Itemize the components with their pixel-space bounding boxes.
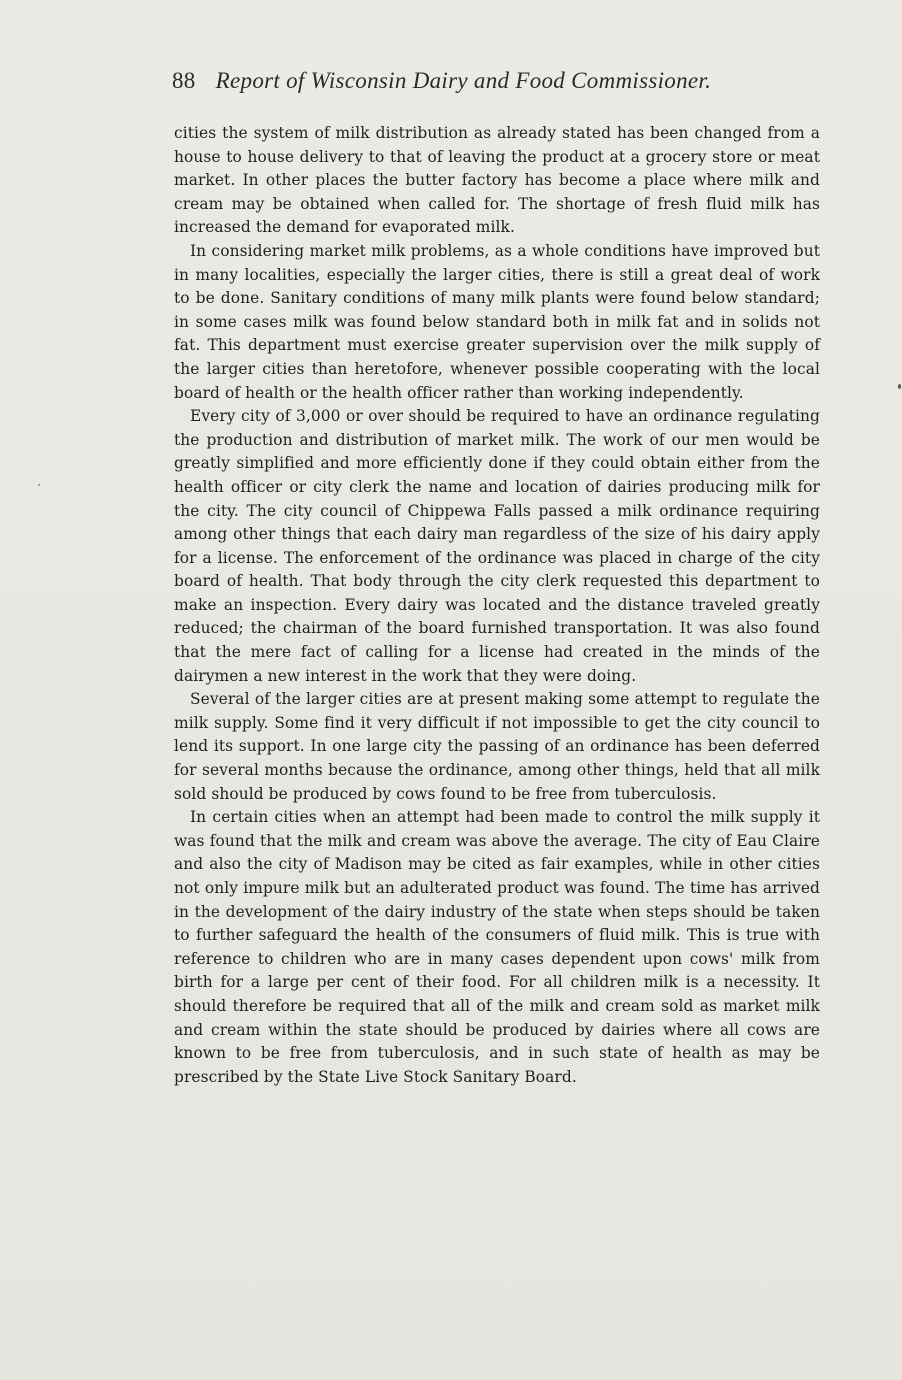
paragraph-1: cities the system of milk distribution as already stated has been changed from a house to house delivery to that of leaving the product at a grocery store or meat market. In other places the butter factory has become a place where milk and cream may be obtained when called for. The shortage of fresh fluid milk has increased the demand for evaporated milk. (174, 124, 820, 237)
body-text (174, 122, 820, 1089)
paper-speck (898, 384, 901, 389)
paragraph-5: In certain cities when an attempt had been made to control the milk supply it was found that the milk and cream was above the average. The city of Eau Claire and also the city of Madison may be cited as fair examples, while in other cities not only impure milk but an adulterated product was found. The time has arrived in the development of the dairy industry of the state when steps should be taken to further safeguard the health of the consumers of fluid milk. This is true with reference to children who are in many cases dependent upon cows' milk from birth for a large per cent of their food. For all children milk is a necessity. It should therefore be required that all of the milk and cream sold as market milk and cream within the state should be produced by dairies where all cows are known to be free from tuberculosis, and in such state of health as may be prescribed by the State Live Stock Sanitary Board. (174, 808, 820, 1086)
page-number: 88 (172, 68, 196, 93)
running-title: Report of Wisconsin Dairy and Food Commissioner. (215, 68, 712, 93)
paragraph-3: Every city of 3,000 or over should be required to have an ordinance regulating the production and distribution of market milk. The work of our men would be greatly simplified and more efficiently done if they could obtain either from the health officer or city clerk the name and location of dairies producing milk for the city. The city council of Chippewa Falls passed a milk ordinance requiring among other things that each dairy man regardless of the size of his dairy apply for a license. The enforcement of the ordinance was placed in charge of the city board of health. That body through the city clerk requested this department to make an inspection. Every dairy was located and the distance traveled greatly reduced; the chairman of the board furnished transportation. It was also found that the mere fact of calling for a license had created in the minds of the dairymen a new interest in the work that they were doing. (174, 407, 820, 685)
paragraph-2: In considering market milk problems, as a whole conditions have improved but in many localities, especially the larger cities, there is still a great deal of work to be done. Sanitary conditions of many milk plants were found below standard; in some cases milk was found below standard both in milk fat and in solids not fat. This department must exercise greater supervision over the milk supply of the larger cities than heretofore, whenever possible cooperating with the local board of health or the health officer rather than working independently. (174, 241, 820, 402)
page-header (172, 68, 772, 94)
paper-speck (38, 484, 40, 486)
paragraph-4: Several of the larger cities are at present making some attempt to regulate the milk supply. Some find it very difficult if not impossible to get the city council to lend its support. In one large city the passing of an ordinance has been deferred for several months because the ordinance, among other things, held that all milk sold should be produced by cows found to be free from tuberculosis. (174, 690, 820, 803)
